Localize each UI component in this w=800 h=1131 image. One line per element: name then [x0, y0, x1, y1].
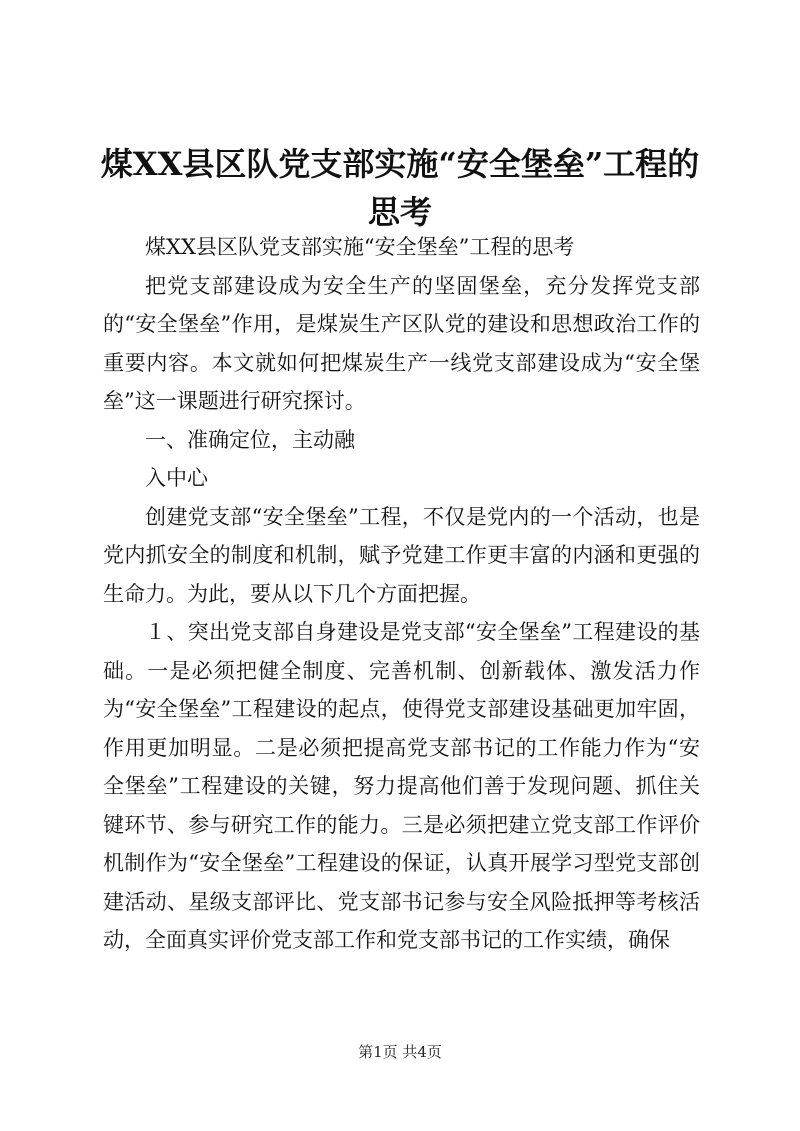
- page-footer: 第1页 共4页: [358, 1043, 442, 1061]
- section-heading: 一、准确定位，主动融: [145, 427, 355, 452]
- paragraph-section-intro: 创建党支部“安全堡垒”工程，不仅是党内的一个活动，也是党内抓安全的制度和机制，赋予党建工作更丰富的内涵和更强的生命力。为此，要从以下几个方面把握。: [103, 504, 700, 606]
- paragraph-subtitle: 煤XX县区队党支部实施“安全堡垒”工程的思考: [145, 235, 575, 259]
- document-body: [103, 228, 700, 960]
- paragraph-point-1: １、突出党支部自身建设是党支部“安全堡垒”工程建设的基础。一是必须把健全制度、完善机制、创新载体、激发活力作为“安全堡垒”工程建设的起点，使得党支部建设基础更加牢固，作用更加明显。二是必须把提高党支部书记的工作能力作为“安全堡垒”工程建设的关键，努力提高他们善于发现问题、抓住关键环节、参与研究工作的能力。三是必须把建立党支部工作评价机制作为“安全堡垒”工程建设的保证，认真开展学习型党支部创建活动、星级支部评比、党支部书记参与安全风险抵押等考核活动，全面真实评价党支部工作和党支部书记的工作实绩，确保: [103, 620, 700, 952]
- section-heading-continued: 入中心: [145, 466, 208, 490]
- document-title: 煤XX县区队党支部实施“安全堡垒”工程的思考: [100, 145, 700, 231]
- paragraph-intro: 把党支部建设成为安全生产的坚固堡垒，充分发挥党支部的“安全堡垒”作用，是煤炭生产区队党的建设和思想政治工作的重要内容。本文就如何把煤炭生产一线党支部建设成为“安全堡垒”这一课题进行研究探讨。: [103, 273, 700, 413]
